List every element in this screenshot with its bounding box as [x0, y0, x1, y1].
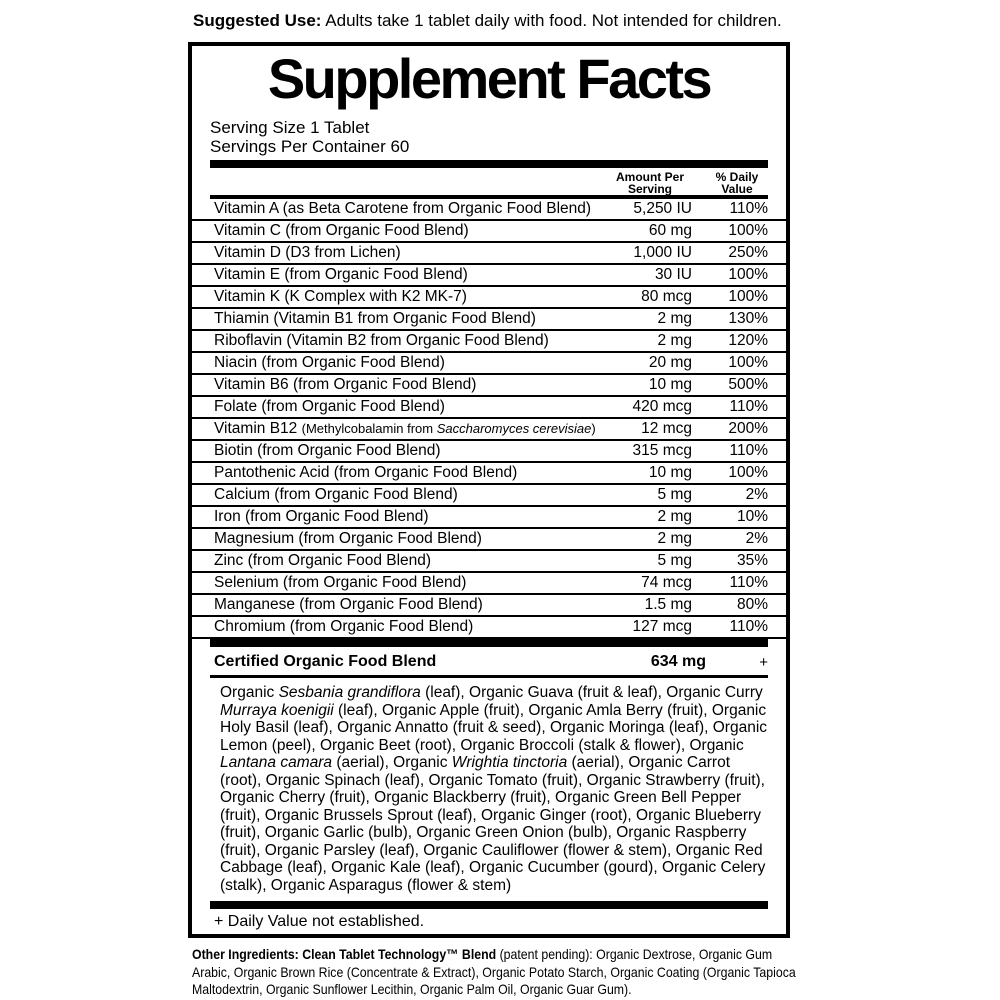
nutrient-daily-value: 250% — [728, 244, 768, 261]
nutrient-rows — [192, 199, 786, 639]
nutrient-amount: 127 mcg — [632, 618, 692, 635]
nutrient-name — [214, 486, 608, 504]
nutrient-row — [192, 309, 786, 331]
text-segment: Wrightia tinctoria — [451, 754, 568, 771]
divider-thick-blend — [210, 639, 768, 647]
text-segment: (leaf), Organic Apple (fruit), Organic Amla Berry (fruit), Organic Holy Basil (leaf), Organic Annatto (fruit & seed), Organic Moringa (leaf), Organic Lemon (peel), Organic Beet (root), Organic Broccoli (stalk & flower), Organic — [220, 701, 768, 754]
nutrient-name — [214, 552, 608, 570]
nutrient-daily-value: 110% — [729, 574, 768, 591]
nutrient-row — [192, 243, 786, 265]
text-segment: Vitamin C (from Organic Food Blend) — [214, 222, 469, 239]
nutrient-amount: 74 mcg — [641, 574, 692, 591]
suggested-use — [193, 11, 793, 31]
supplement-facts-panel — [188, 42, 790, 938]
suggested-use-text: Adults take 1 tablet daily with food. Not intended for children. — [325, 11, 782, 30]
nutrient-amount: 5 mg — [657, 552, 692, 569]
blend-dv: + — [759, 653, 768, 671]
column-header-amount — [608, 171, 692, 195]
nutrient-name — [214, 464, 608, 482]
text-segment: Magnesium (from Organic Food Blend) — [214, 530, 482, 547]
nutrient-row — [192, 573, 786, 595]
nutrient-row — [192, 485, 786, 507]
nutrient-daily-value: 10% — [736, 508, 768, 525]
nutrient-row — [192, 199, 786, 221]
nutrient-name — [214, 618, 608, 636]
nutrient-daily-value: 100% — [728, 354, 768, 371]
text-segment: Chromium (from Organic Food Blend) — [214, 618, 474, 635]
serving-size: Serving Size 1 Tablet — [210, 118, 370, 137]
blend-name: Certified Organic Food Blend — [214, 653, 437, 670]
column-header-dv-line2: Value — [721, 182, 753, 196]
text-segment: Biotin (from Organic Food Blend) — [214, 442, 441, 459]
text-segment: (aerial), Organic Carrot (root), Organic Spinach (leaf), Organic Tomato (fruit), Organic Strawberry (fruit), Organic Cherry (fruit), Organic Blackberry (fruit), Organic Green Bell Pepper (fruit), Organic Brussels Sprout (leaf), Organic Ginger (root), Organic Blueberry (fruit), Organic Garlic (bulb), Organic Green Onion (bulb), Organic Raspberry (fruit), Organic Parsley (leaf), Organic Cauliflower (flower & stem), Organic Red Cabbage (leaf), Organic Kale (leaf), Organic Cucumber (gourd), Organic Celery (stalk), Organic Asparagus (flower & stem) — [220, 754, 766, 894]
nutrient-daily-value: 110% — [729, 398, 768, 415]
text-segment: Lantana camara — [220, 754, 333, 771]
nutrient-name — [214, 420, 608, 438]
nutrient-daily-value: 100% — [728, 288, 768, 305]
text-segment: ) — [591, 421, 596, 436]
nutrient-row — [192, 419, 786, 441]
nutrient-amount: 2 mg — [657, 332, 692, 349]
text-segment: Calcium (from Organic Food Blend) — [214, 486, 458, 503]
nutrient-amount: 10 mg — [648, 376, 692, 393]
nutrient-name — [214, 310, 608, 328]
nutrient-row — [192, 265, 786, 287]
nutrient-amount: 12 mcg — [641, 420, 692, 437]
nutrient-amount: 420 mcg — [632, 398, 692, 415]
text-segment: Folate (from Organic Food Blend) — [214, 398, 445, 415]
text-segment: Riboflavin (Vitamin B2 from Organic Food Blend) — [214, 332, 549, 349]
text-segment: Thiamin (Vitamin B1 from Organic Food Blend) — [214, 310, 536, 327]
nutrient-amount: 1.5 mg — [644, 596, 692, 613]
nutrient-name — [214, 200, 608, 218]
column-headers — [192, 168, 786, 195]
other-ingredients-text: (patent pending): Organic Dextrose, Organic Gum Arabic, Organic Brown Rice (Concentrate & Extract), Organic Potato Starch, Organic Coating (Organic Tapioca Maltodextrin, Organic Sunflower Lecithin, Organic Palm Oil, Organic Guar Gum). — [192, 946, 796, 997]
nutrient-daily-value: 35% — [736, 552, 768, 569]
nutrient-daily-value: 120% — [728, 332, 768, 349]
nutrient-daily-value: 110% — [729, 442, 768, 459]
nutrient-name — [214, 530, 608, 548]
nutrient-name — [214, 574, 608, 592]
nutrient-row — [192, 375, 786, 397]
text-segment: Niacin (from Organic Food Blend) — [214, 354, 445, 371]
nutrient-amount: 20 mg — [648, 354, 692, 371]
divider-thick-top — [210, 160, 768, 168]
text-segment: Organic — [220, 684, 279, 701]
text-segment: Zinc (from Organic Food Blend) — [214, 552, 432, 569]
nutrient-amount: 2 mg — [657, 508, 692, 525]
nutrient-name — [214, 354, 608, 372]
text-segment: Murraya koenigii — [220, 701, 334, 719]
text-segment: Vitamin K (K Complex with K2 MK-7) — [214, 288, 467, 305]
nutrient-row — [192, 397, 786, 419]
text-segment: Iron (from Organic Food Blend) — [214, 508, 429, 525]
nutrient-daily-value: 200% — [728, 420, 768, 437]
text-segment: (Methylcobalamin from — [301, 421, 437, 436]
text-segment: (leaf), Organic Guava (fruit & leaf), Organic Curry — [420, 684, 763, 701]
nutrient-row — [192, 353, 786, 375]
text-segment: Vitamin A (as Beta Carotene from Organic Food Blend) — [214, 200, 592, 217]
nutrient-daily-value: 110% — [729, 200, 768, 217]
column-header-amount-line2: Serving — [627, 182, 672, 196]
text-segment: Vitamin B6 (from Organic Food Blend) — [214, 376, 477, 393]
text-segment: Vitamin B12 — [214, 420, 302, 437]
other-ingredients — [192, 946, 797, 999]
nutrient-daily-value: 100% — [728, 464, 768, 481]
column-header-daily-value — [706, 171, 768, 195]
column-header-amount-line1: Amount Per — [615, 170, 684, 184]
nutrient-name — [214, 332, 608, 350]
nutrient-daily-value: 100% — [728, 222, 768, 239]
nutrient-amount: 10 mg — [648, 464, 692, 481]
nutrient-name — [214, 596, 608, 614]
nutrient-daily-value: 130% — [728, 310, 768, 327]
nutrient-daily-value: 80% — [736, 596, 768, 613]
blend-row — [192, 649, 786, 675]
nutrient-row — [192, 221, 786, 243]
nutrient-name — [214, 376, 608, 394]
text-segment: Selenium (from Organic Food Blend) — [214, 574, 467, 591]
nutrient-row — [192, 287, 786, 309]
nutrient-name — [214, 508, 608, 526]
nutrient-amount: 30 IU — [654, 266, 692, 283]
blend-ingredients — [192, 678, 786, 901]
nutrient-row — [192, 331, 786, 353]
nutrient-row — [192, 441, 786, 463]
nutrient-name — [214, 266, 608, 284]
nutrient-daily-value: 110% — [729, 618, 768, 635]
nutrient-amount: 60 mg — [648, 222, 692, 239]
nutrient-amount: 5 mg — [657, 486, 692, 503]
nutrient-row — [192, 529, 786, 551]
nutrient-daily-value: 100% — [728, 266, 768, 283]
nutrient-name — [214, 398, 608, 416]
suggested-use-label: Suggested Use: — [193, 11, 322, 30]
daily-value-footnote: + Daily Value not established. — [214, 913, 425, 930]
nutrient-row — [192, 617, 786, 639]
nutrient-name — [214, 288, 608, 306]
blend-amount: 634 mg — [650, 653, 706, 670]
nutrient-daily-value: 2% — [745, 486, 768, 503]
nutrient-row — [192, 551, 786, 573]
nutrient-amount: 5,250 IU — [633, 200, 692, 217]
text-segment: (aerial), Organic — [332, 754, 452, 771]
nutrient-amount: 315 mcg — [632, 442, 692, 459]
other-ingredients-label: Other Ingredients: Clean Tablet Technology™ Blend — [192, 946, 497, 962]
panel-title: Supplement Facts — [267, 47, 711, 110]
text-segment: Sesbania grandiflora — [278, 684, 421, 701]
servings-per-container: Servings Per Container 60 — [210, 137, 410, 156]
nutrient-name — [214, 442, 608, 460]
text-segment: Vitamin D (D3 from Lichen) — [214, 244, 401, 261]
text-segment: Manganese (from Organic Food Blend) — [214, 596, 483, 613]
nutrient-row — [192, 595, 786, 617]
nutrient-amount: 80 mcg — [641, 288, 692, 305]
nutrient-daily-value: 500% — [728, 376, 768, 393]
text-segment: Pantothenic Acid (from Organic Food Blend) — [214, 464, 518, 481]
nutrient-name — [214, 222, 608, 240]
nutrient-row — [192, 463, 786, 485]
nutrient-row — [192, 507, 786, 529]
nutrient-amount: 1,000 IU — [633, 244, 692, 261]
nutrient-name — [214, 244, 608, 262]
text-segment: Vitamin E (from Organic Food Blend) — [214, 266, 468, 283]
nutrient-daily-value: 2% — [745, 530, 768, 547]
divider-thick-footnote — [210, 901, 768, 909]
text-segment: Saccharomyces cerevisiae — [436, 421, 592, 436]
column-header-dv-line1: % Daily — [715, 170, 759, 184]
nutrient-amount: 2 mg — [657, 530, 692, 547]
nutrient-amount: 2 mg — [657, 310, 692, 327]
